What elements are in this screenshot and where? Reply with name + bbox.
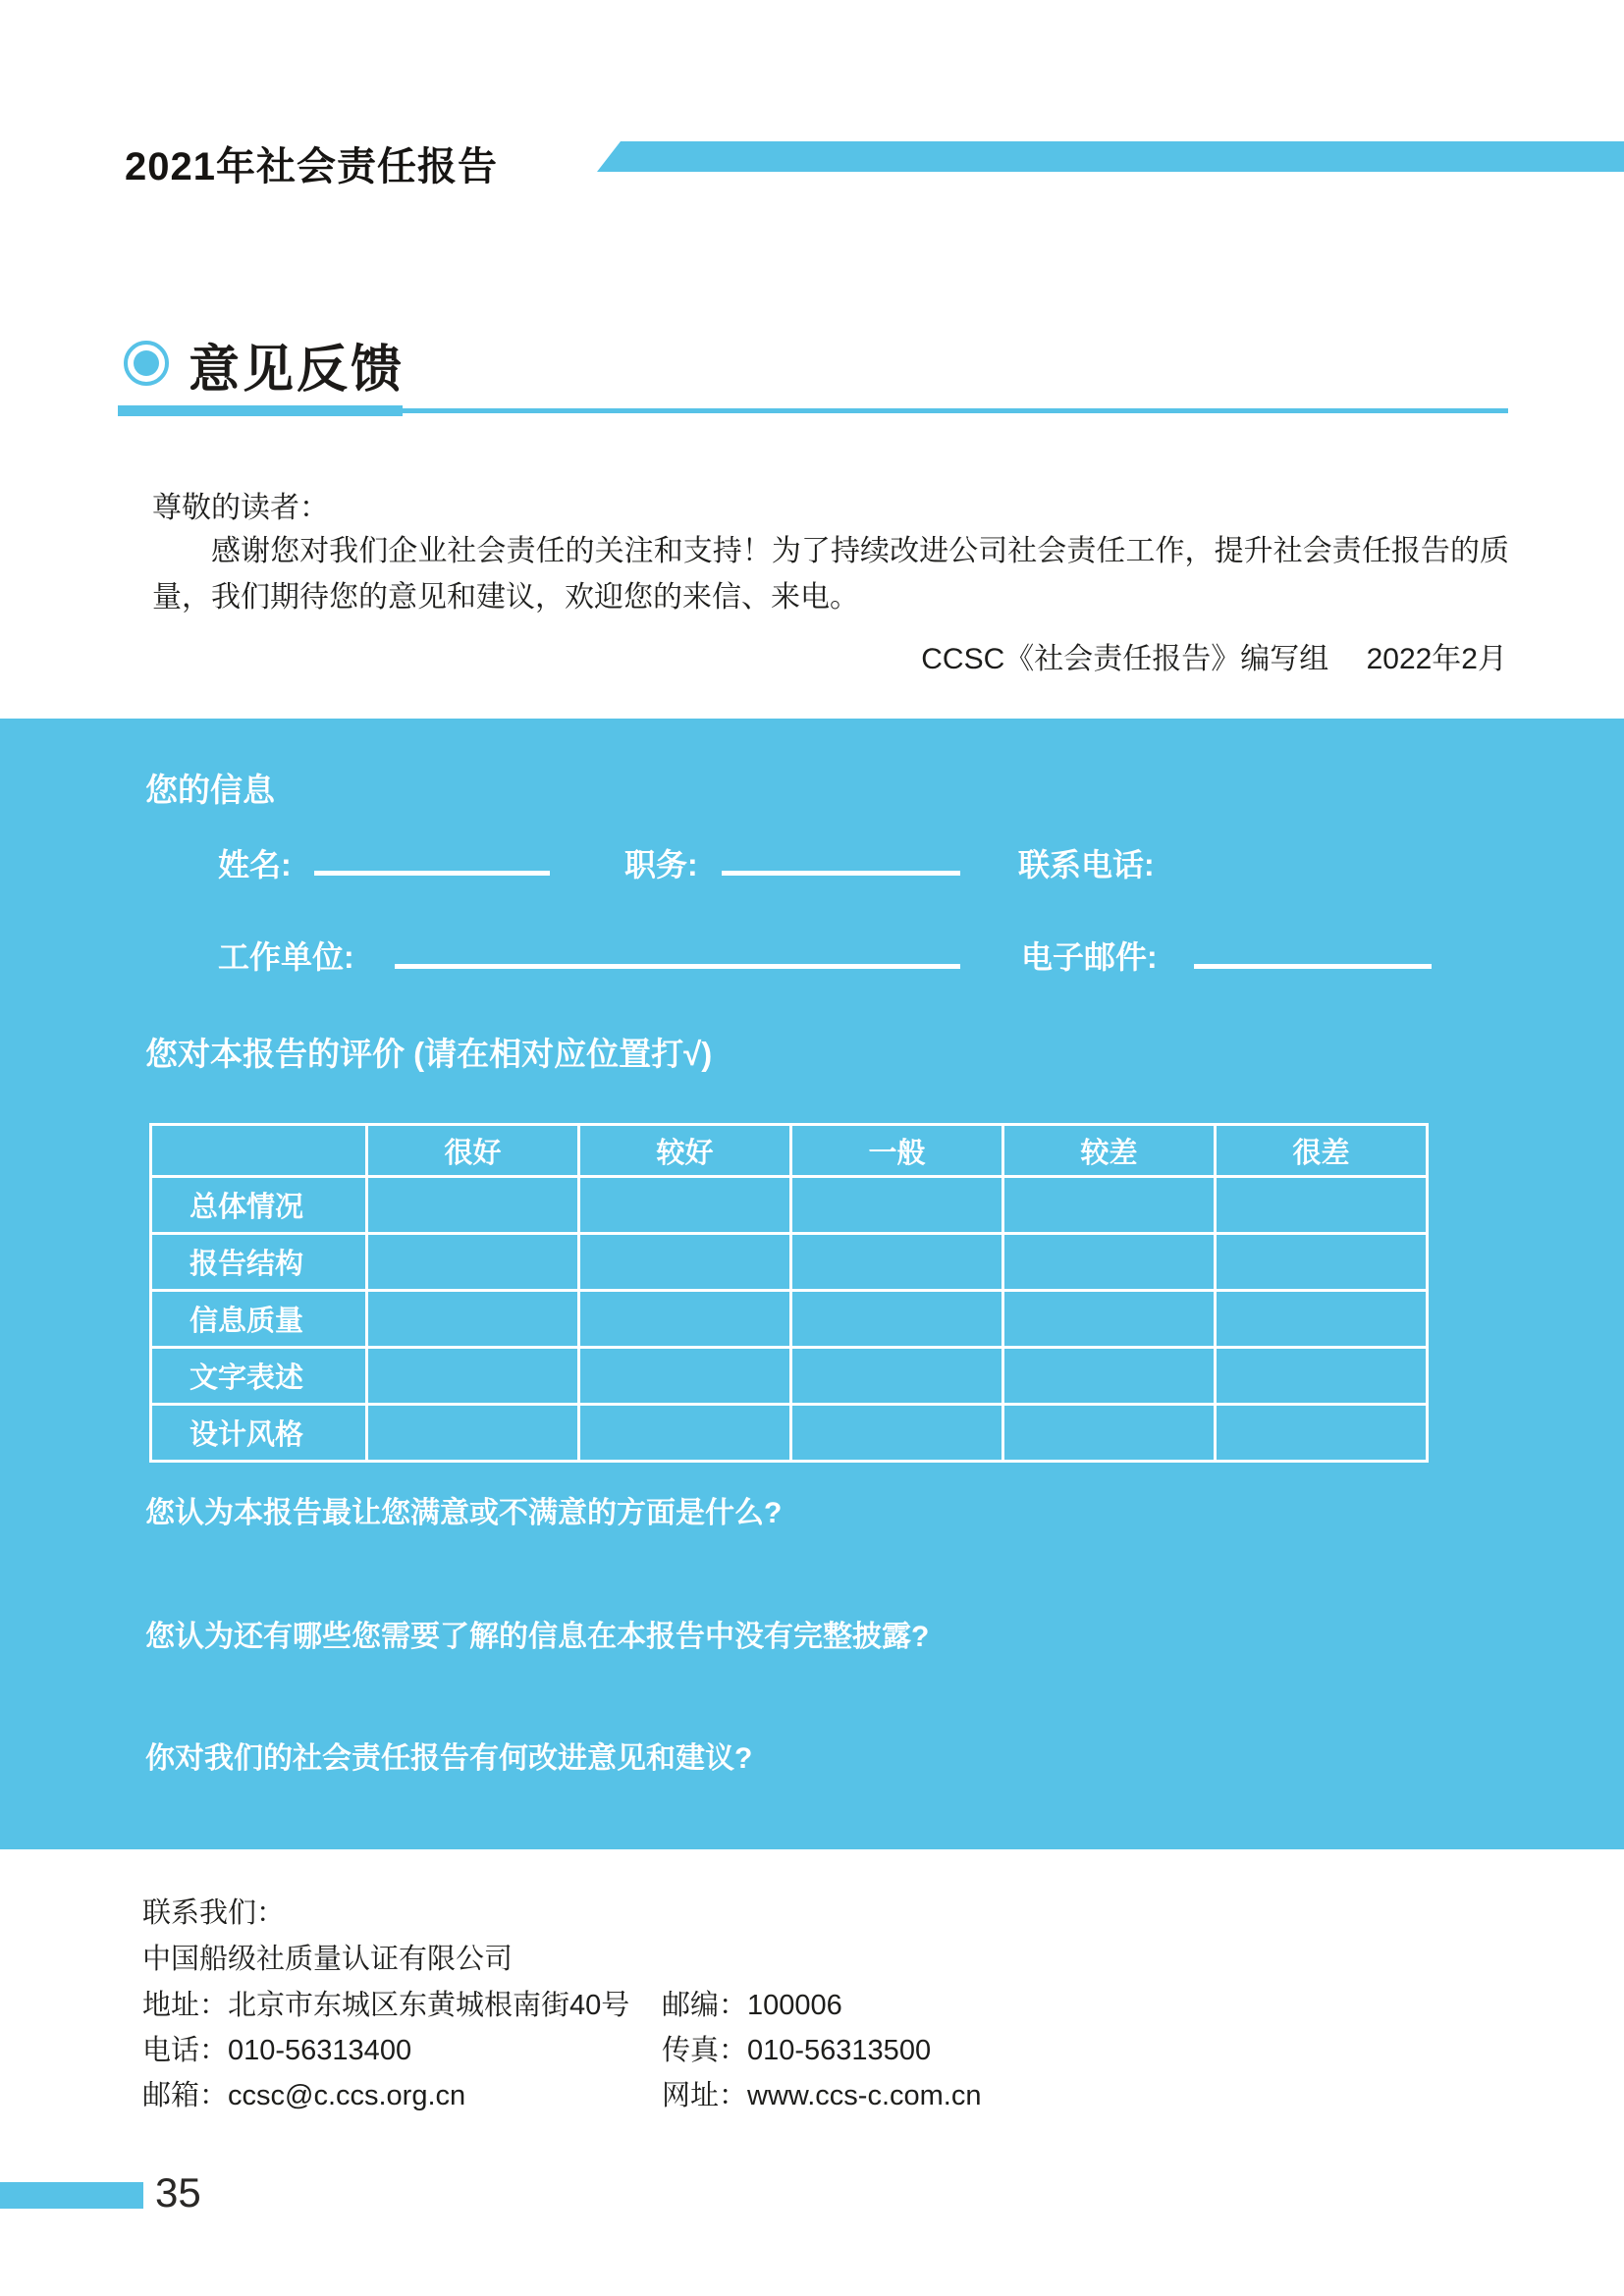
contact-phone: 电话：010-56313400: [142, 2035, 412, 2066]
company-input-line[interactable]: [395, 964, 960, 969]
report-title: 2021年社会责任报告: [125, 145, 498, 188]
contact-website: 网址：www.ccs-c.com.cn: [662, 2080, 982, 2111]
question-2: 您认为还有哪些您需要了解的信息在本报告中没有完整披露?: [145, 1621, 930, 1653]
rating-row: [151, 1177, 1428, 1234]
position-input-line[interactable]: [722, 871, 960, 876]
rating-cell[interactable]: [1216, 1234, 1428, 1291]
rating-col-header: 很差: [1216, 1125, 1428, 1177]
name-input-line[interactable]: [314, 871, 550, 876]
section-bullet-icon: [124, 341, 169, 386]
rating-cell[interactable]: [1216, 1177, 1428, 1234]
contact-fax: 传真：010-56313500: [662, 2035, 932, 2066]
phone-label: 联系电话:: [1018, 847, 1155, 882]
rating-row: [151, 1291, 1428, 1348]
rating-col-header: 较差: [1003, 1125, 1216, 1177]
rating-cell[interactable]: [791, 1234, 1003, 1291]
rating-cell[interactable]: [579, 1291, 791, 1348]
rating-cell[interactable]: [367, 1234, 579, 1291]
rating-cell[interactable]: [1003, 1177, 1216, 1234]
rating-cell[interactable]: [367, 1291, 579, 1348]
question-3: 你对我们的社会责任报告有何改进意见和建议?: [145, 1742, 753, 1775]
rating-cell[interactable]: [1003, 1291, 1216, 1348]
rating-row-label: 报告结构: [151, 1234, 367, 1291]
question-1: 您认为本报告最让您满意或不满意的方面是什么?: [145, 1497, 783, 1529]
rating-cell[interactable]: [579, 1234, 791, 1291]
rating-cell[interactable]: [579, 1177, 791, 1234]
rating-table: [149, 1123, 1429, 1463]
section-rule-thick: [118, 405, 403, 416]
section-bullet-dot: [134, 350, 159, 376]
email-input-line[interactable]: [1194, 964, 1432, 969]
page-number: 35: [155, 2169, 201, 2216]
rating-cell[interactable]: [579, 1405, 791, 1462]
rating-row-label: 总体情况: [151, 1177, 367, 1234]
rating-title: 您对本报告的评价 (请在相对应位置打√): [145, 1036, 713, 1072]
rating-cell[interactable]: [791, 1291, 1003, 1348]
company-label: 工作单位:: [218, 939, 354, 975]
position-label: 职务:: [624, 847, 698, 882]
contact-company: 中国船级社质量认证有限公司: [142, 1944, 514, 1975]
rating-row-label: 文字表述: [151, 1348, 367, 1405]
feedback-panel: [0, 719, 1624, 1849]
rating-corner-cell: [151, 1125, 367, 1177]
rating-cell[interactable]: [791, 1405, 1003, 1462]
name-label: 姓名:: [218, 847, 292, 882]
table-bottom-rule: [145, 2197, 1441, 2203]
contact-email: 邮箱：ccsc@c.ccs.org.cn: [142, 2080, 466, 2111]
rating-cell[interactable]: [1216, 1405, 1428, 1462]
rating-col-header: 一般: [791, 1125, 1003, 1177]
your-info-title: 您的信息: [145, 772, 275, 808]
footer-accent-bar: [0, 2182, 143, 2209]
intro-salutation: 尊敬的读者：: [152, 492, 329, 524]
rating-col-header: 很好: [367, 1125, 579, 1177]
rating-header-row: [151, 1125, 1428, 1177]
rating-row-label: 信息质量: [151, 1291, 367, 1348]
rating-cell[interactable]: [1003, 1234, 1216, 1291]
rating-col-header: 较好: [579, 1125, 791, 1177]
rating-row-label: 设计风格: [151, 1405, 367, 1462]
contact-heading: 联系我们：: [142, 1897, 286, 1929]
rating-cell[interactable]: [367, 1177, 579, 1234]
rating-row: [151, 1348, 1428, 1405]
intro-signature: CCSC《社会责任报告》编写组 2022年2月: [921, 643, 1507, 675]
rating-cell[interactable]: [1216, 1348, 1428, 1405]
contact-address: 地址：北京市东城区东黄城根南街40号: [142, 1990, 630, 2021]
header-accent-bar: [597, 141, 1624, 172]
rating-cell[interactable]: [1003, 1348, 1216, 1405]
rating-cell[interactable]: [1003, 1405, 1216, 1462]
email-label: 电子邮件:: [1021, 939, 1158, 975]
rating-cell[interactable]: [1216, 1291, 1428, 1348]
rating-cell[interactable]: [367, 1348, 579, 1405]
contact-postcode: 邮编：100006: [662, 1990, 842, 2021]
section-rule-thin: [403, 408, 1508, 413]
rating-row: [151, 1405, 1428, 1462]
rating-cell[interactable]: [791, 1177, 1003, 1234]
rating-cell[interactable]: [367, 1405, 579, 1462]
rating-cell[interactable]: [791, 1348, 1003, 1405]
rating-row: [151, 1234, 1428, 1291]
intro-body: 感谢您对我们企业社会责任的关注和支持！为了持续改进公司社会责任工作，提升社会责任报告的质量，我们期待您的意见和建议，欢迎您的来信、来电。: [152, 535, 1509, 614]
rating-cell[interactable]: [579, 1348, 791, 1405]
section-title: 意见反馈: [189, 342, 406, 399]
